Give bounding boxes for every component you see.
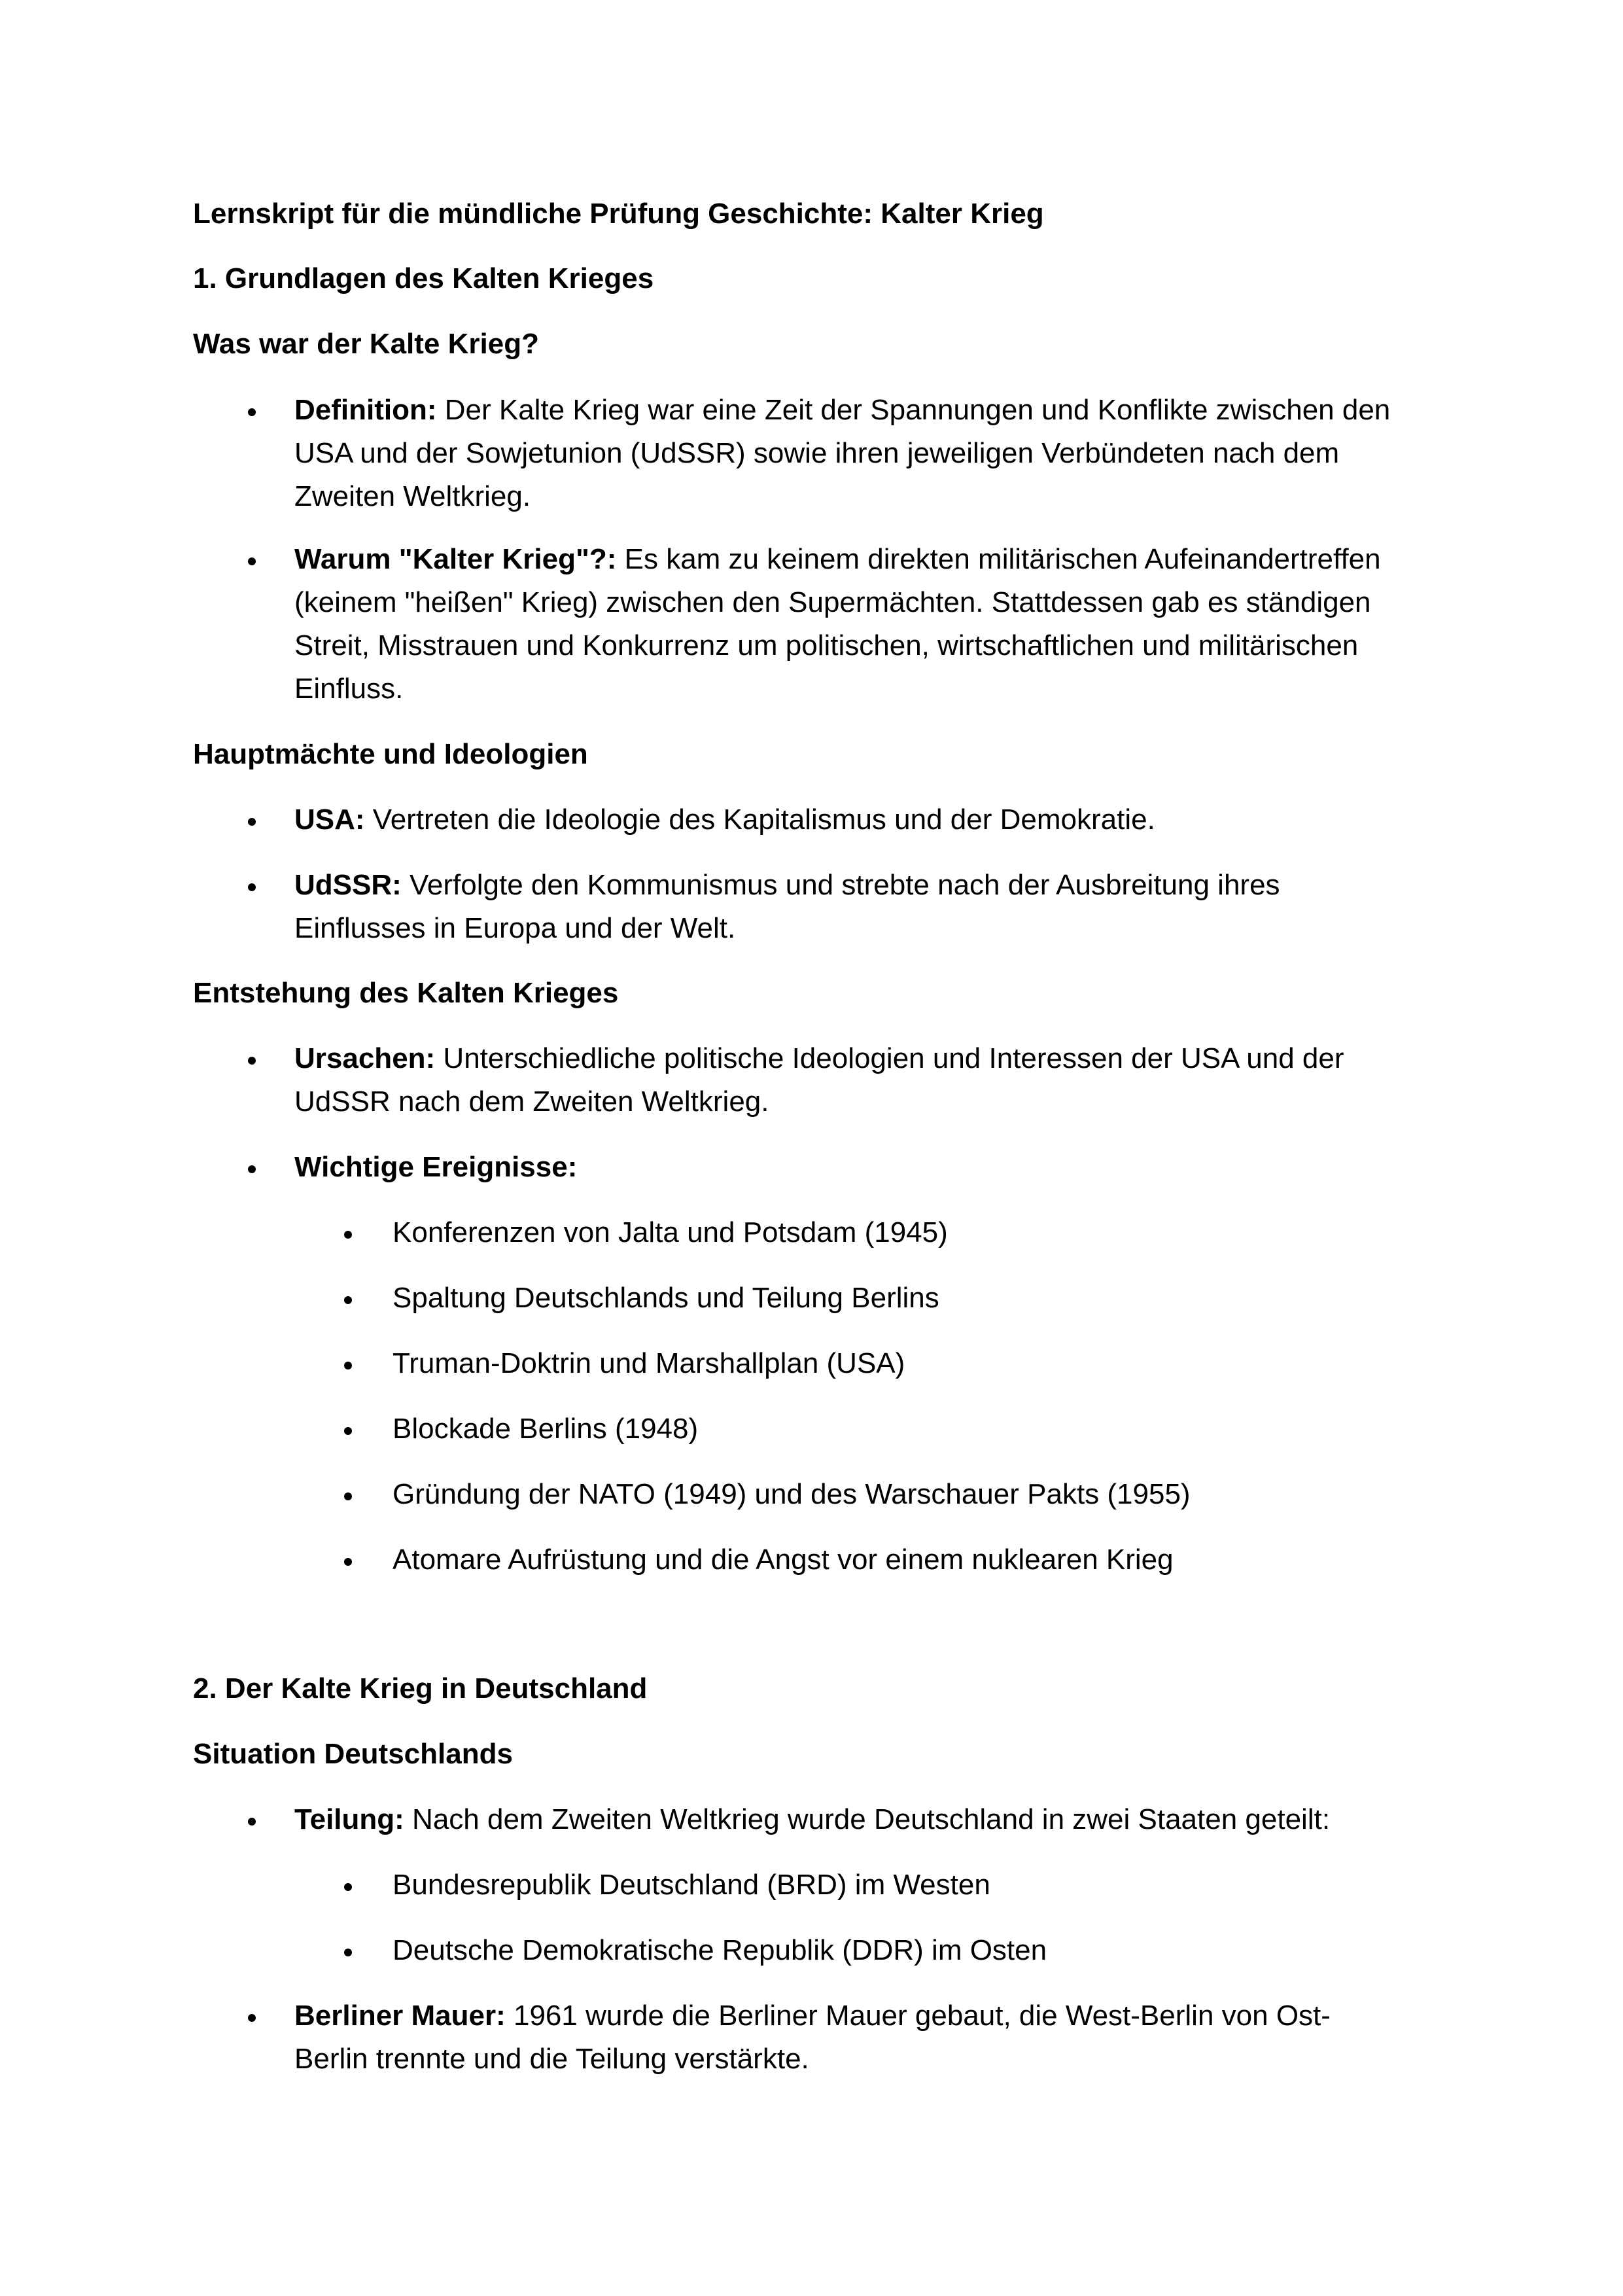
bullet-icon: [248, 818, 256, 826]
warum-text: Es kam zu keinem direkten militärischen Aufeinandertreffen: [616, 543, 1381, 575]
list-item-ursachen: [294, 1037, 1344, 1080]
teilung-text: Nach dem Zweiten Weltkrieg wurde Deutschland in zwei Staaten geteilt:: [404, 1803, 1331, 1835]
list-item-event: Blockade Berlins (1948): [393, 1413, 699, 1445]
bullet-icon: [248, 883, 256, 891]
definition-text: Der Kalte Krieg war eine Zeit der Spannungen und Konflikte zwischen den: [436, 394, 1391, 426]
warum-text-line-2: (keinem "heißen" Krieg) zwischen den Supermächten. Stattdessen gab es ständigen: [294, 586, 1371, 618]
bullet-icon: [344, 1296, 352, 1304]
list-item-ereignisse: Wichtige Ereignisse:: [294, 1151, 578, 1183]
definition-text-line-2: USA und der Sowjetunion (UdSSR) sowie ihren jeweiligen Verbündeten nach dem: [294, 437, 1340, 469]
ursachen-text: Unterschiedliche politische Ideologien und Interessen der USA und der: [435, 1042, 1344, 1074]
ursachen-label: Ursachen:: [294, 1042, 436, 1074]
subheading-situation: Situation Deutschlands: [193, 1738, 513, 1770]
bullet-icon: [248, 557, 256, 565]
list-item-state: Bundesrepublik Deutschland (BRD) im Westen: [393, 1869, 990, 1901]
warum-text-line-4: Einfluss.: [294, 673, 404, 705]
warum-label: Warum "Kalter Krieg"?:: [294, 543, 617, 575]
list-item-event: Truman-Doktrin und Marshallplan (USA): [393, 1347, 905, 1379]
list-item-event: Spaltung Deutschlands und Teilung Berlins: [393, 1282, 939, 1314]
bullet-icon: [344, 1949, 352, 1956]
section-1-heading: 1. Grundlagen des Kalten Krieges: [193, 262, 654, 294]
definition-text-line-3: Zweiten Weltkrieg.: [294, 480, 531, 512]
list-item-event: Gründung der NATO (1949) und des Warschauer Pakts (1955): [393, 1478, 1191, 1510]
usa-text: Vertreten die Ideologie des Kapitalismus und der Demokratie.: [364, 804, 1155, 836]
list-item-mauer: [294, 1994, 1331, 2038]
subheading-entstehung: Entstehung des Kalten Krieges: [193, 977, 619, 1009]
bullet-icon: [344, 1231, 352, 1239]
bullet-icon: [248, 408, 256, 416]
bullet-icon: [248, 2014, 256, 2022]
teilung-label: Teilung:: [294, 1803, 404, 1835]
usa-label: USA:: [294, 804, 365, 836]
ursachen-text-line-2: UdSSR nach dem Zweiten Weltkrieg.: [294, 1086, 769, 1118]
bullet-icon: [344, 1362, 352, 1369]
subheading-hauptmaechte: Hauptmächte und Ideologien: [193, 738, 588, 770]
list-item-event: Konferenzen von Jalta und Potsdam (1945): [393, 1216, 948, 1248]
bullet-icon: [248, 1818, 256, 1826]
list-item-state: Deutsche Demokratische Republik (DDR) im Osten: [393, 1934, 1047, 1966]
subheading-was-war: Was war der Kalte Krieg?: [193, 328, 539, 360]
udssr-text: Verfolgte den Kommunismus und strebte nach der Ausbreitung ihres: [401, 869, 1280, 901]
list-item-usa: [294, 798, 1155, 841]
list-item-teilung: [294, 1798, 1330, 1841]
mauer-label: Berliner Mauer:: [294, 2000, 506, 2032]
definition-label: Definition:: [294, 394, 437, 426]
list-item-event: Atomare Aufrüstung und die Angst vor einem nuklearen Krieg: [393, 1544, 1174, 1576]
document-title: Lernskript für die mündliche Prüfung Geschichte: Kalter Krieg: [193, 198, 1044, 230]
bullet-icon: [344, 1492, 352, 1500]
udssr-text-line-2: Einflusses in Europa und der Welt.: [294, 912, 736, 944]
section-2-heading: 2. Der Kalte Krieg in Deutschland: [193, 1672, 648, 1704]
list-item-warum: [294, 538, 1381, 581]
mauer-text-line-2: Berlin trennte und die Teilung verstärkte.: [294, 2043, 809, 2075]
list-item-definition: [294, 389, 1390, 432]
warum-text-line-3: Streit, Misstrauen und Konkurrenz um politischen, wirtschaftlichen und militärischen: [294, 629, 1359, 662]
list-item-udssr: [294, 864, 1280, 907]
bullet-icon: [344, 1883, 352, 1891]
bullet-icon: [248, 1165, 256, 1173]
mauer-text: 1961 wurde die Berliner Mauer gebaut, die West-Berlin von Ost-: [505, 2000, 1331, 2032]
bullet-icon: [344, 1558, 352, 1566]
bullet-icon: [344, 1427, 352, 1435]
bullet-icon: [248, 1057, 256, 1065]
udssr-label: UdSSR:: [294, 869, 402, 901]
